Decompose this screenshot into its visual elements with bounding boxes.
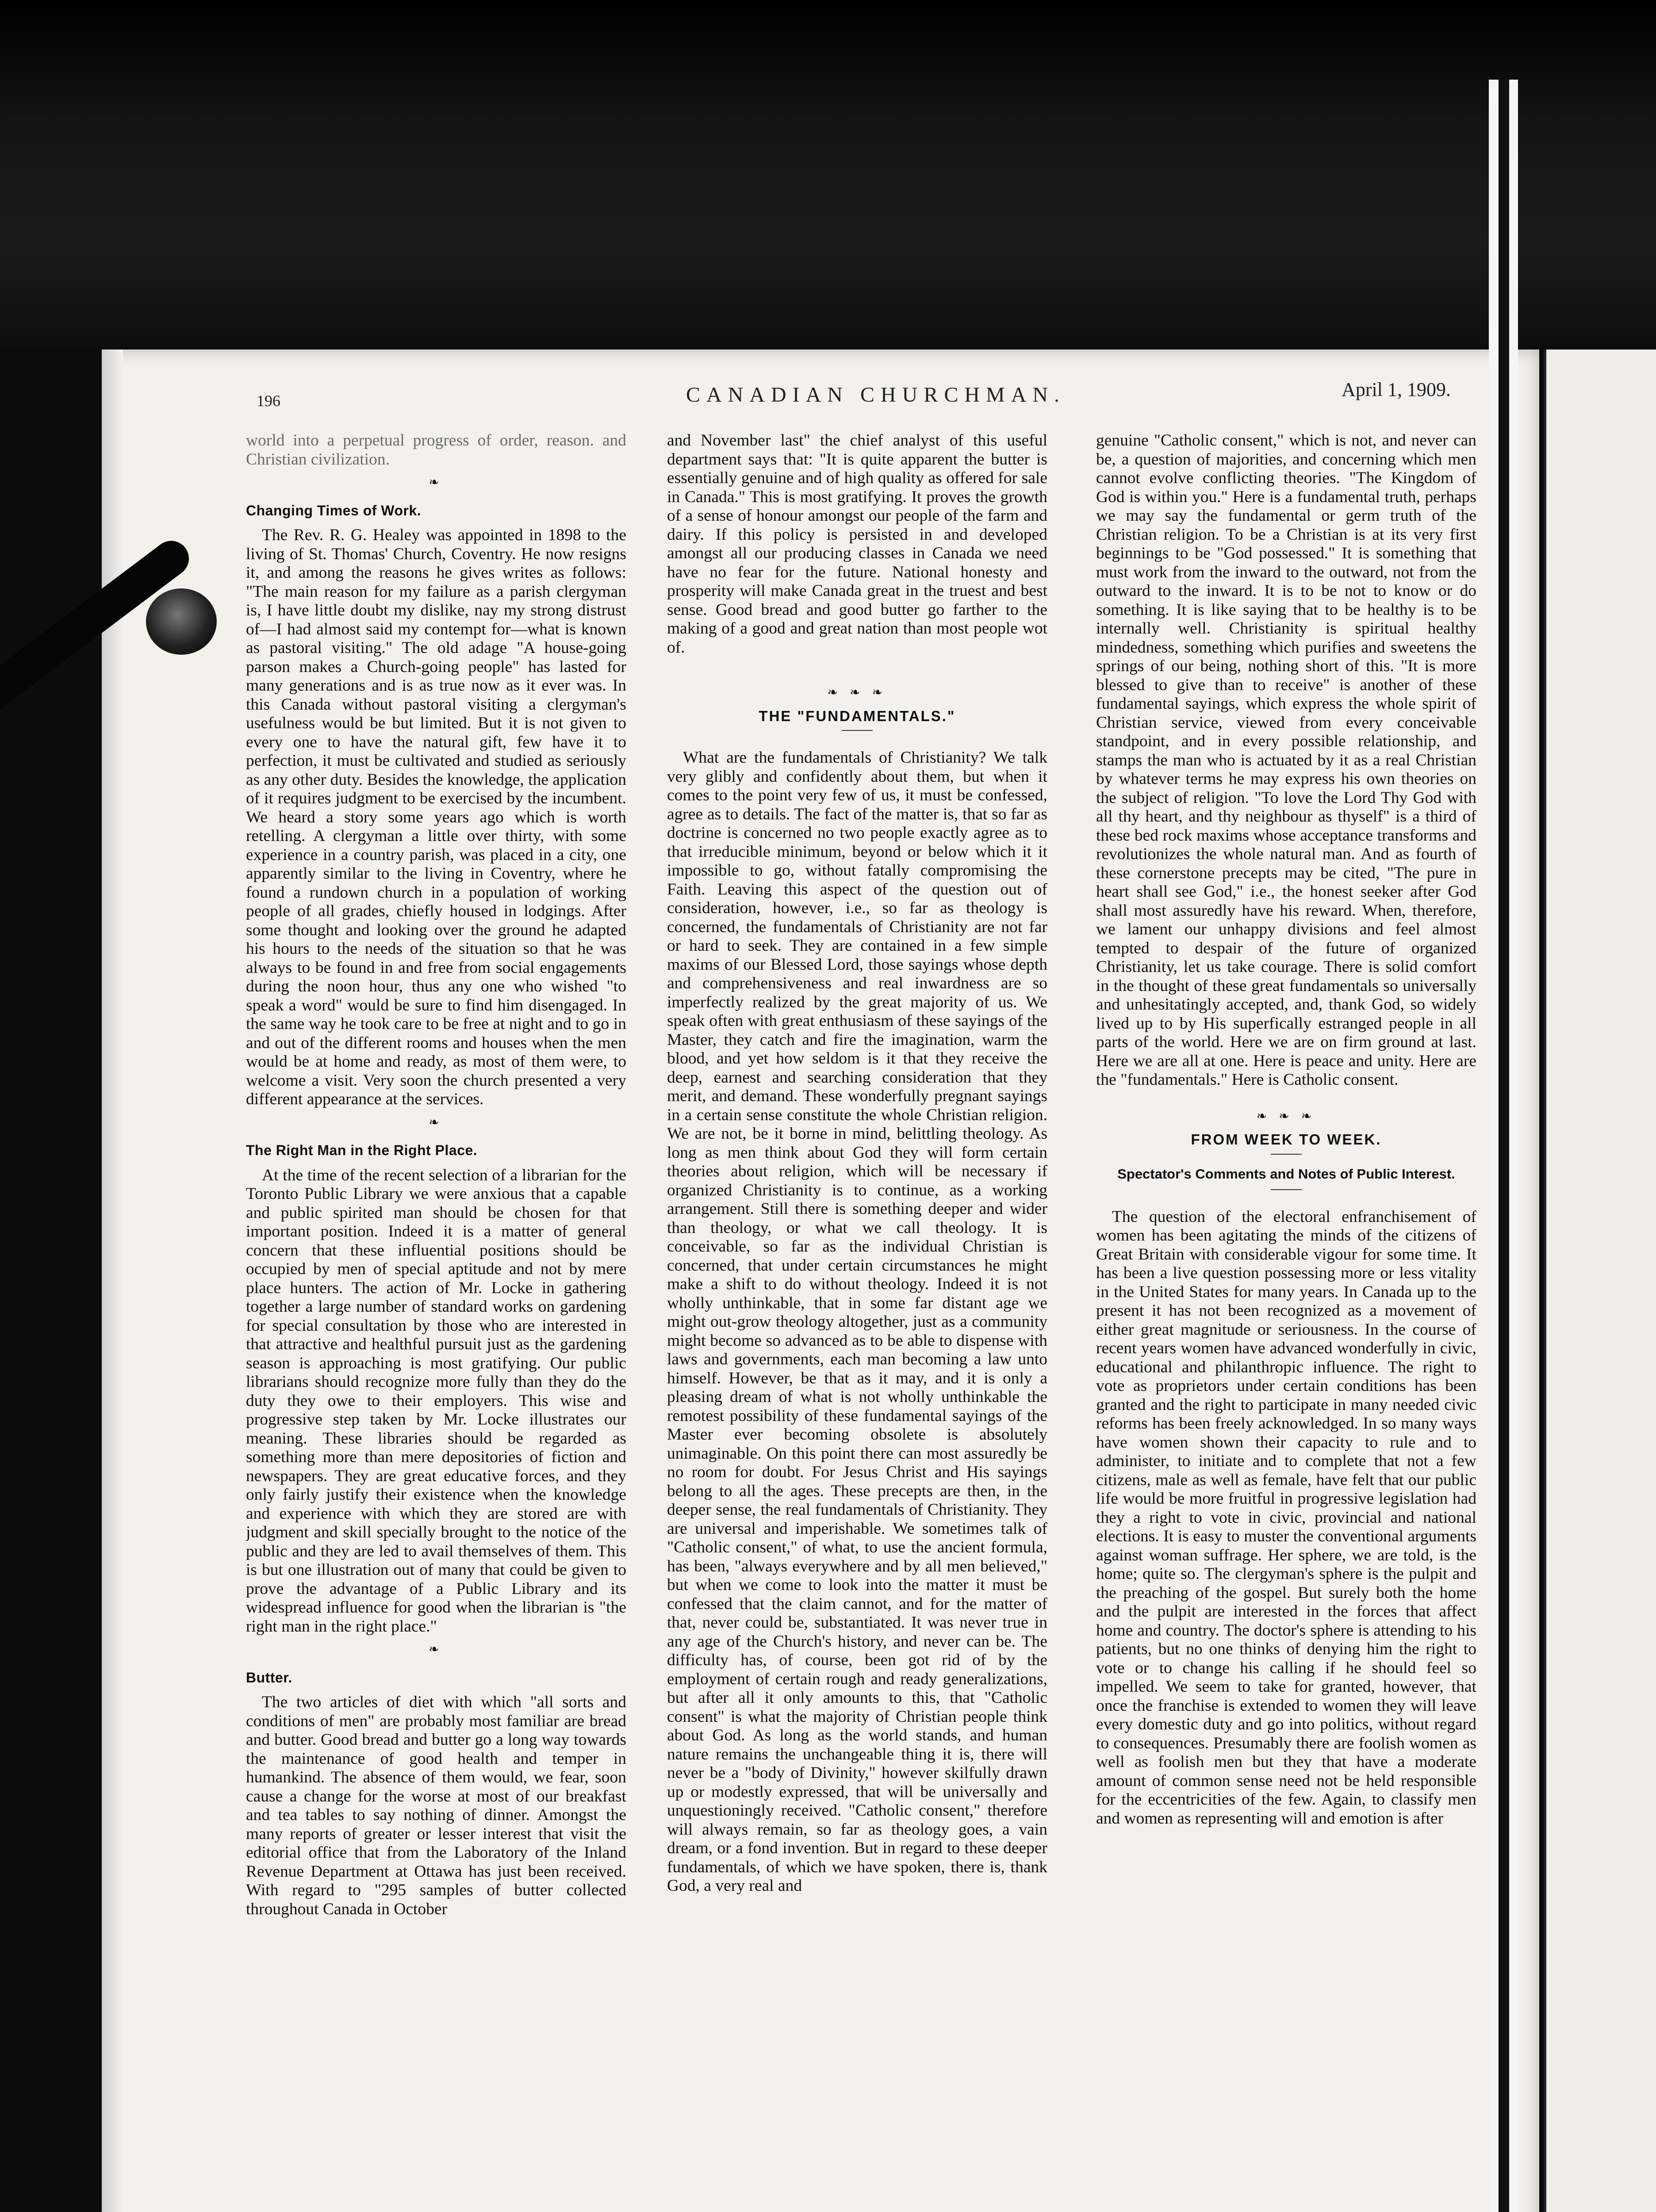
pen-tip (146, 588, 217, 655)
paragraph-right-man: At the time of the recent selection of a librarian for the Toronto Public Library we were anxious that a capable and public spirited man should be chosen for that important position. Indeed it is a matter of general concern that these influential positions should be occupied by men of special aptitude and not by mere place hunters. The action of Mr. Locke in gathering together a large number of standard works on gardening for special consultation by those who are interested in that attractive and healthful pursuit just as the gardening season is approaching is most gratifying. Our public librarians should recognize more fully than they do the duty they owe to their employers. This wise and progressive step taken by Mr. Locke illustrates our meaning. These libraries should be regarded as something more than mere depositories of fiction and newspapers. They are great educative forces, and they only fairly justify their existence when the knowledge and experience with which they are stored are with judgment and skill specially brought to the notice of the public and they are led to avail themselves of them. This is but one illustration out of many that could be given to prove the advantage of a Public Library and its widespread influence for good when the librarian is "the right man in the right place." (246, 1166, 626, 1636)
section-heading-butter: Butter. (246, 1669, 292, 1686)
paragraph-butter: The two articles of diet with which "all sorts and conditions of men" are probably most familiar are bread and butter. Good bread and butter go a long way towards the maintenance of good health and temper in humankind. The absence of them would, we fear, soon cause a change for the worse at most of our breakfast and tea tables to say nothing of dinner. Amongst the many reports of greater or lesser interest that visit the editorial office that from the Laboratory of the Inland Revenue Department at Ottawa has just been received. With regard to "295 samples of butter collected throughout Canada in October (246, 1693, 626, 1918)
section-heading-right-man: The Right Man in the Right Place. (246, 1142, 478, 1158)
continued-text: world into a perpetual progress of order, reason. and Christian civilization. (246, 431, 626, 469)
ornament-icon: ❧ ❧ ❧ (1256, 1109, 1316, 1123)
adjacent-page (1544, 349, 1656, 2212)
binding-rod-right (1509, 80, 1518, 2212)
subtitle-rule (1271, 1189, 1302, 1190)
column-2 (667, 431, 1047, 2212)
column-1 (246, 431, 626, 2212)
paragraph-changing-times: The Rev. R. G. Healey was appointed in 1898 to the living of St. Thomas' Church, Coventry. He now resigns it, and among the reasons he gives writes as follows: "The main reason for my failure as a parish clergyman is, I have little doubt my dislike, nay my strong distrust of—I had almost said my contempt for—what is known as pastoral visiting." The old adage "A house-going parson makes a Church-going people" has lasted for many generations and is as true now as it ever was. In this Canada without pastoral visiting a clergyman's usefulness would be but limited. But it is not given to every one to have the natural gift, few have it to perfection, it must be cultivated and studied as seriously as any other duty. Besides the knowledge, the application of it requires judgment to be exercised by the incumbent. We heard a story some years ago which is worth retelling. A clergyman a little over thirty, with some experience in a country parish, was placed in a city, one apparently similar to the living in Coventry, where he found a rundown church in a population of working people of all grades, chiefly housed in lodgings. After some thought and looking over the ground he adapted his hours to the needs of the situation so that he was always to be found in and free from social engagements during the noon hour, thus any one who wished "to speak a word" would be sure to find him disengaged. In the same way he took care to be free at night and to go in and out of the different rooms and houses when the men would be at home and ready, as most of them were, to welcome a visit. Very soon the church presented a very different appearance at the services. (246, 526, 626, 1108)
paragraph-fundamentals: What are the fundamentals of Christianity? We talk very glibly and confidently about them, but when it comes to the point very few of us, it must be confessed, agree as to details. The fact of the matter is, that so far as doctrine is concerned no two people exactly agree as to that irreducible minimum, beyond or below which it it impossible to go, without fatally compromising the Faith. Leaving this aspect of the question out of consideration, however, i.e., so far as theology is concerned, the fundamentals of Christianity are not far or hard to seek. They are contained in a few simple maxims of our Blessed Lord, those sayings whose depth and comprehensiveness and real inwardness are so imperfectly realized by the great majority of us. We speak often with great enthusiasm of these sayings of the Master, they catch and fire the imagination, warm the blood, and yet how seldom is it that they receive the deep, earnest and searching consideration that they merit, and demand. These wonderfully pregnant sayings in a certain sense constitute the whole Christian religion. We are not, be it borne in mind, belittling theology. As long as men think about God they will form certain theories about religion, which will be necessary if organized Christianity is to continue, as a working arrangement. Still there is something deeper and wider than theology, or what we call theology. It is conceivable, so far as the individual Christian is concerned, that under certain circumstances he might make a shift to do without theology. Indeed it is not wholly unthinkable, that in some far distant age we might out-grow theology altogether, just as a community might become so advanced as to be able to dispense with laws and governments, each man becoming a law unto himself. However, be that as it may, and it is only a pleasing dream of what is not wholly unthinkable the remotest possibility of these fundamental sayings of the Master ever becoming obsolete is absolutely unimaginable. On this point there can most assuredly be no room for doubt. For Jesus Christ and His sayings belong to all the ages. These precepts are then, in the deeper sense, the real fundamentals of Christianity. They are universal and imperishable. We sometimes talk of "Catholic consent," of what, to use the ancient formula, has been, "always everywhere and by all men believed," but when we come to look into the matter it must be confessed that the claim cannot, and for the matter of that, never could be, substantiated. It was never true in any age of the Church's history, and never can be. The difficulty has, of course, been got rid of by the employment of certain rough and ready generalizations, but after all it only amounts to this, that "Catholic consent" is what the majority of Christian people think about God. As long as the world stands, and human nature remains the unchangeable thing it is, there will never be a "body of Divinity," however skilfully drawn up or modestly expressed, that will be universally and unquestioningly received. "Catholic consent," therefore will always remain, so far as theology goes, a vain dream, or a fond invention. But in regard to these deeper fundamentals, of which we have spoken, there is, thank God, a very real and (667, 749, 1047, 1895)
continued-text: genuine "Catholic consent," which is not, and never can be, a question of majorities, and concerning which men cannot evolve conflicting theories. "The Kingdom of God is within you." Here is a fundamental truth, perhaps we may say the fundamental or germ truth of the Christian religion. To be a Christian is at its very first beginnings to be "God possessed." It is something that must work from the inward to the outward, not from the outward to the inward. It is to be not to know or do something. It is like saying that to be healthy is to be internally well. Christianity is spiritual healthy mindedness, something which purifies and sweetens the springs of our being, nothing short of this. "It is more blessed to give than to receive" is another of these fundamental sayings, which express the whole spirit of Christian service, viewed from every conceivable standpoint, and in every possible relationship, and stamps the man who is actuated by it as a real Christian by whatever terms he may express his own theories on the subject of religion. "To love the Lord Thy God with all thy heart, and thy neighbour as thyself" is a third of these bed rock maxims whose acceptance transforms and revolutionizes the whole natural man. And as fourth of these cornerstone precepts may be cited, "The pure in heart shall see God," i.e., the honest seeker after God shall most assuredly have his reward. When, therefore, we lament our unhappy divisions and feel almost tempted to despair of the future of organized Christianity, let us take courage. There is solid comfort in the thought of these great fundamentals so universally and unhesitatingly accepted, and, thank God, so widely lived up to by His superfically estranged people in all parts of the world. Here we are on firm ground at last. Here we are all at one. Here is peace and unity. Here are the "fundamentals." Here is Catholic consent. (1096, 431, 1476, 1089)
ornament-icon: ❧ (429, 1643, 444, 1656)
title-rule (1271, 1154, 1302, 1155)
continued-text: and November last" the chief analyst of this useful department says that: "It is quite apparent the butter is essentially genuine and of high quality as offered for sale in Canada." This is most gratifying. It proves the growth of a sense of honour amongst our people of the farm and dairy. If this policy is persisted in and developed amongst all our producing classes in Canada we need have no fear for the future. National honesty and prosperity will make Canada great in the truest and best sense. Good bread and good butter go farther to the making of a good and great nation than most people wot of. (667, 431, 1047, 657)
ornament-icon: ❧ (429, 476, 444, 489)
page-number: 196 (257, 392, 280, 410)
dark-background (0, 0, 1656, 345)
ornament-icon: ❧ ❧ ❧ (827, 686, 887, 699)
section-heading-changing-times: Changing Times of Work. (246, 502, 422, 518)
issue-date: April 1, 1909. (1342, 379, 1451, 400)
title-rule (842, 730, 873, 731)
paragraph-week-to-week: The question of the electoral enfranchisement of women has been agitating the minds of the citizens of Great Britain with considerable vigour for some time. It has been a live question possessing more or less vitality in the United States for many years. In Canada up to the present it has not been recognized as a movement of either great magnitude or seriousness. In the course of recent years women have advanced wonderfully in civic, educational and philanthropic influence. The right to vote as proprietors under certain conditions has been granted and the right to participate in many needed civic reforms has been freely acknowledged. In so many ways have women shown their capacity to rule and to administer, to initiate and to complete that not a few citizens, male as well as female, have felt that our public life would be more fruitful in progressive legislation had they a right to vote in civic, provincial and national elections. It is easy to muster the conventional arguments against woman suffrage. Her sphere, we are told, is the home; quite so. The clergyman's sphere is the pulpit and the preaching of the gospel. But surely both the home and the pulpit are interested in the forces that affect home and country. The doctor's sphere is attending to his patients, but no one thinks of denying him the right to vote or to change his calling if he should feel so impelled. We seem to take for granted, however, that once the franchise is extended to women they will leave every domestic duty and go into politics, without regard to consequences. Presumably there are foolish women as well as foolish men but they that have a moderate amount of common sense need not be held responsible for the eccentricities of the few. Again, to classify men and women as representing will and emotion is after (1096, 1207, 1476, 1828)
article-title-week-to-week: FROM WEEK TO WEEK. (1191, 1131, 1382, 1148)
article-subtitle: Spectator's Comments and Notes of Public Interest. (1117, 1166, 1455, 1182)
ornament-icon: ❧ (429, 1115, 444, 1129)
journal-title: CANADIAN CHURCHMAN. (686, 383, 1066, 407)
article-title-fundamentals: THE "FUNDAMENTALS." (759, 707, 956, 724)
page-header (248, 378, 1504, 414)
column-3 (1096, 431, 1476, 2212)
